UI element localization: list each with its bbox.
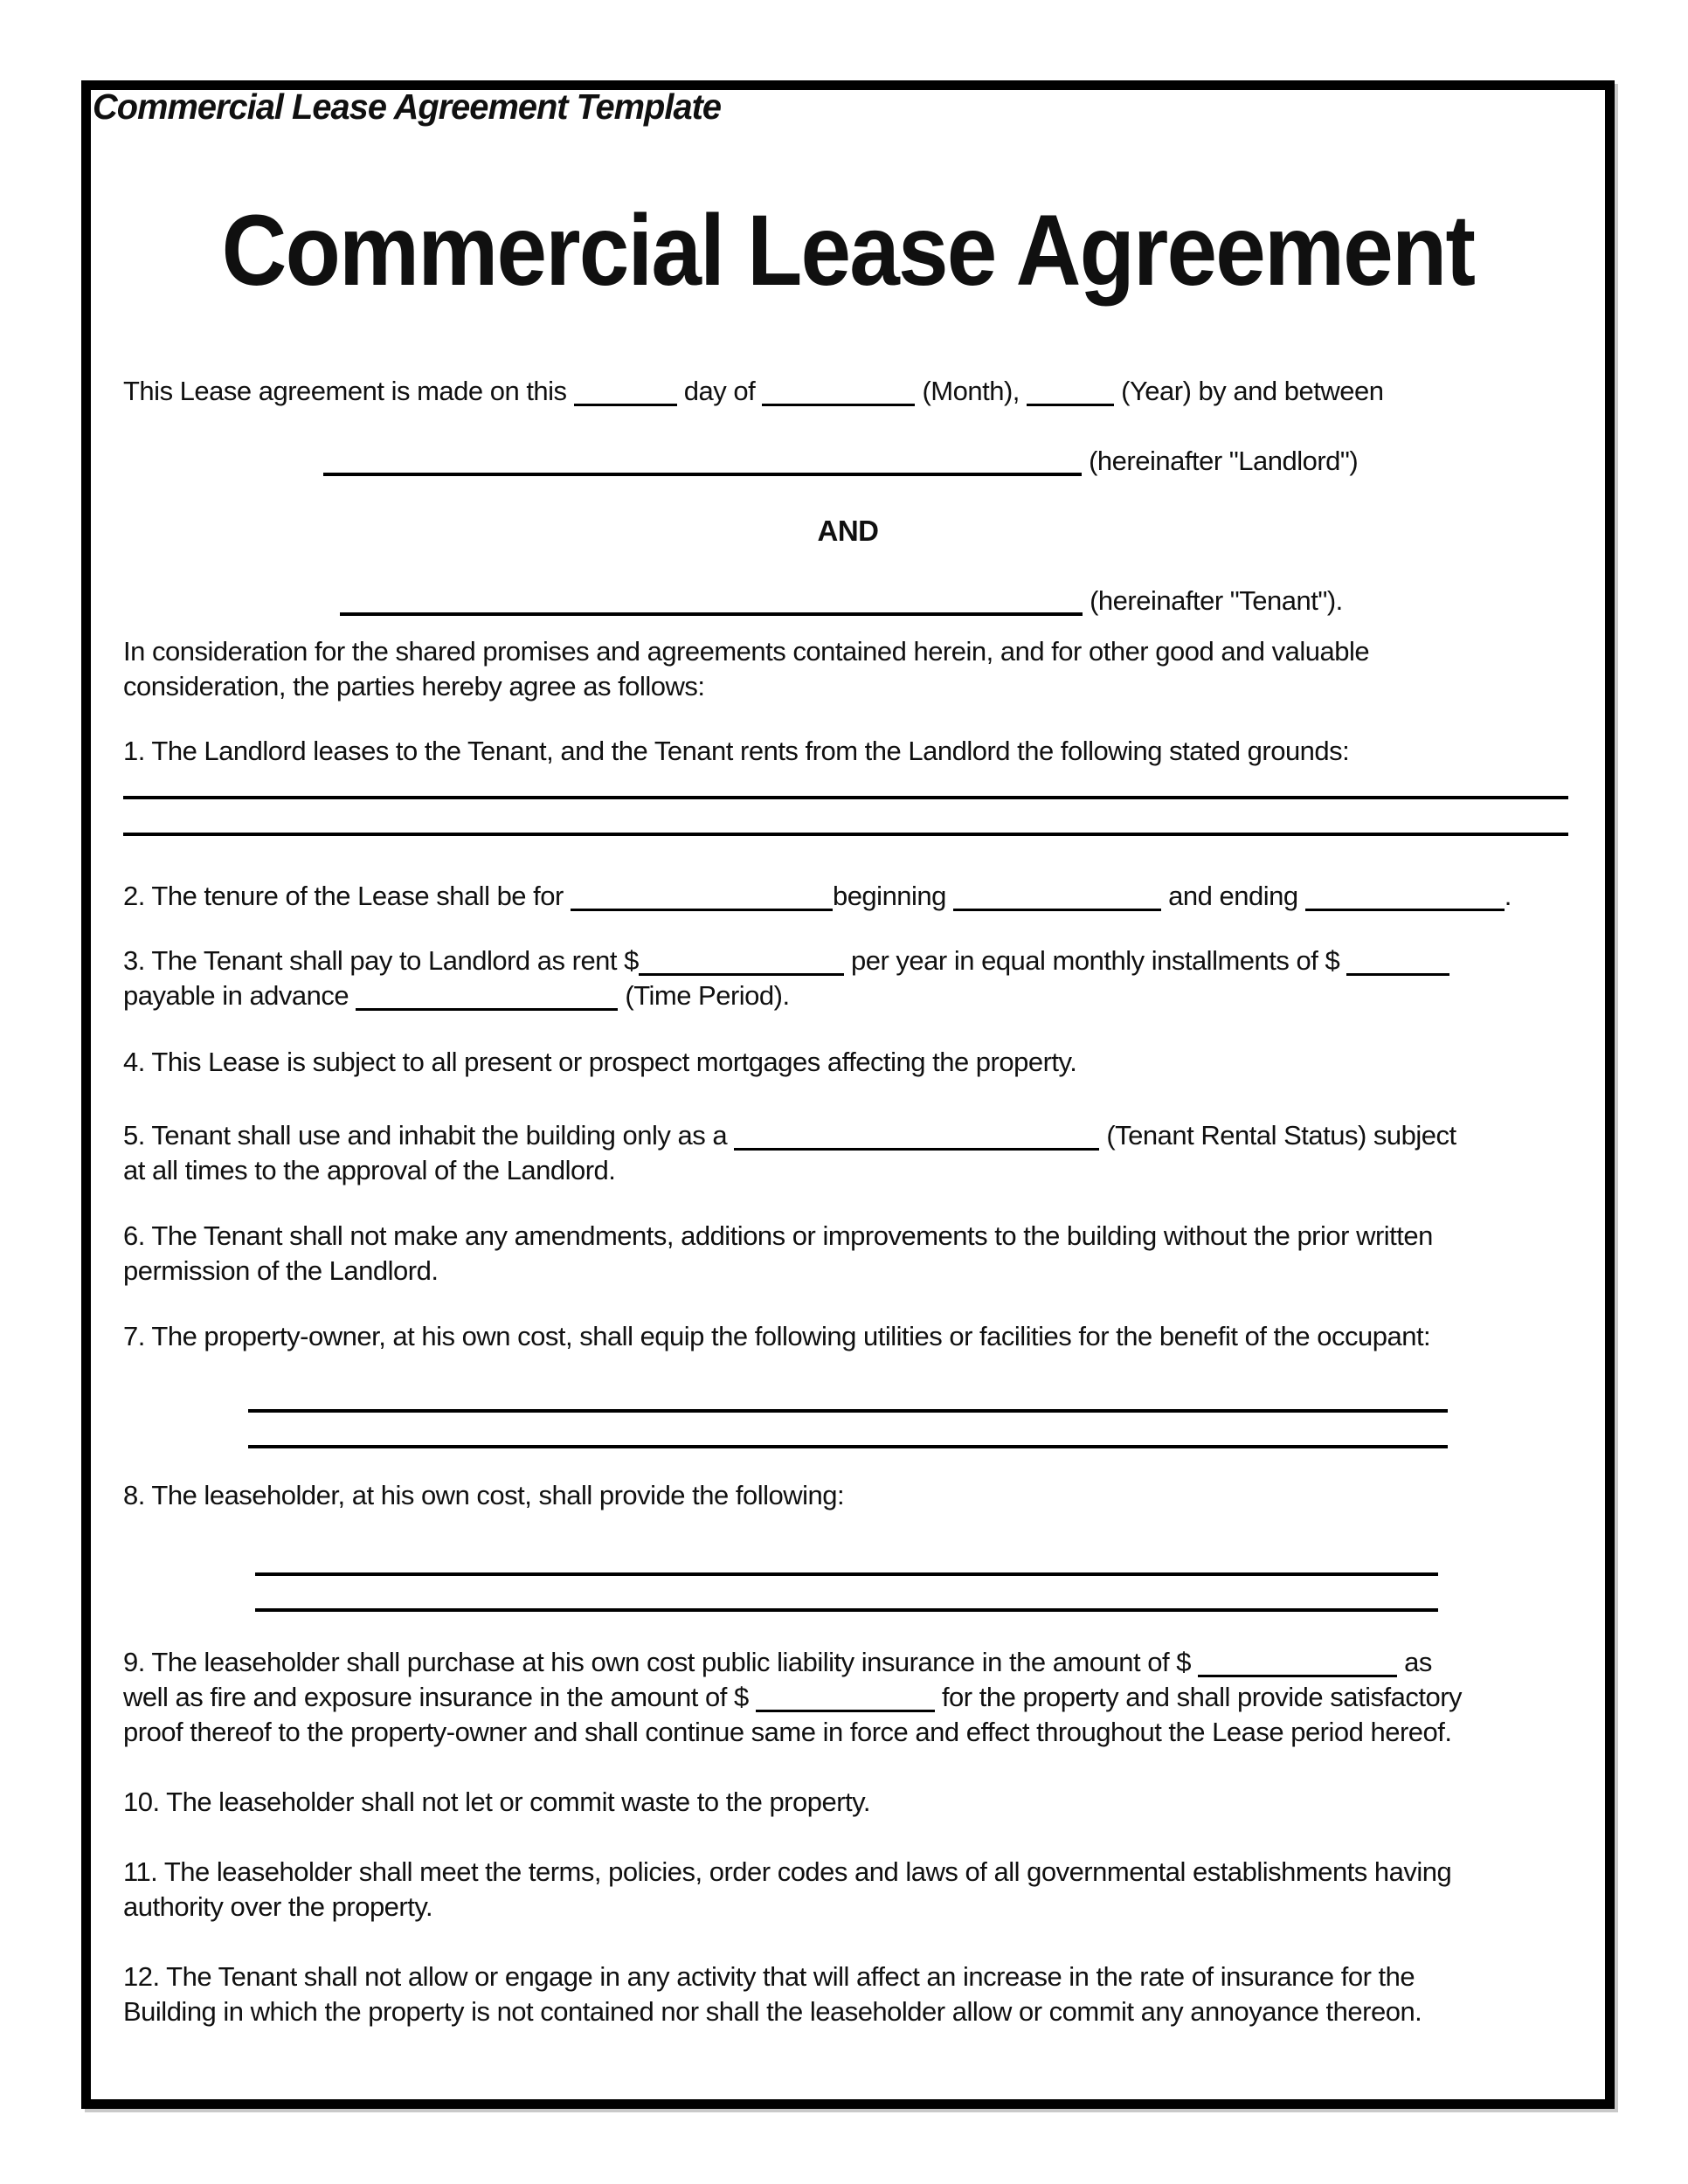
line-text: 11. The leaseholder shall meet the terms, policies, order codes and laws of all governmental establishments having xyxy=(123,1856,1452,1887)
fill-in-blank xyxy=(762,384,915,406)
line-text: as xyxy=(1397,1647,1432,1677)
fill-in-blank xyxy=(1198,1655,1397,1677)
grounds-rule-1 xyxy=(123,796,1568,799)
line-text: day of xyxy=(676,376,763,406)
clause-5-line-2 xyxy=(123,1153,615,1188)
line-text: (hereinafter "Landlord") xyxy=(1082,446,1359,476)
clause-8 xyxy=(123,1478,844,1513)
line-text: (Time Period). xyxy=(618,980,790,1011)
fill-in-blank xyxy=(1305,889,1505,911)
line-text: (hereinafter "Tenant"). xyxy=(1083,585,1343,616)
clause-6-line-1 xyxy=(123,1219,1433,1254)
fill-in-blank xyxy=(756,1690,935,1712)
fill-in-blank xyxy=(734,1129,1099,1151)
line-text: This Lease agreement is made on this xyxy=(123,376,574,406)
clause-1 xyxy=(123,734,1349,769)
line-text: for the property and shall provide satisfactory xyxy=(934,1682,1463,1712)
line-text: 1. The Landlord leases to the Tenant, and the Tenant rents from the Landlord the following stated grounds: xyxy=(123,736,1350,766)
landlord-name-line xyxy=(323,444,1358,479)
line-text: 7. The property-owner, at his own cost, shall equip the following utilities or facilities for the benefit of the occupant: xyxy=(123,1321,1431,1351)
clause-10 xyxy=(123,1785,870,1820)
fill-in-blank xyxy=(574,384,677,406)
clause-6-line-2 xyxy=(123,1254,438,1289)
clause-9-line-2 xyxy=(123,1680,1462,1715)
clause-5-line-1 xyxy=(123,1118,1456,1153)
clause-11-line-2 xyxy=(123,1890,432,1925)
fill-in-blank xyxy=(356,989,618,1011)
line-text: (Year) by and between xyxy=(1114,376,1384,406)
line-text: payable in advance xyxy=(123,980,356,1011)
line-text: authority over the property. xyxy=(123,1891,433,1922)
line-text: per year in equal monthly installments of $ xyxy=(843,945,1347,976)
line-text: consideration, the parties hereby agree as follows: xyxy=(123,671,705,702)
clause-12-line-1 xyxy=(123,1959,1415,1994)
provide-rule-1 xyxy=(255,1572,1438,1576)
fill-in-blank xyxy=(571,889,833,911)
line-text: 2. The tenure of the Lease shall be for xyxy=(123,881,571,911)
clause-2 xyxy=(123,879,1512,914)
clause-4 xyxy=(123,1045,1076,1080)
fill-in-blank xyxy=(323,453,1082,476)
line-text: In consideration for the shared promises and agreements contained herein, and for other good and valuable xyxy=(123,636,1370,667)
fill-in-blank xyxy=(340,593,1083,616)
clause-9-line-3 xyxy=(123,1715,1452,1750)
line-text: 4. This Lease is subject to all present or prospect mortgages affecting the property. xyxy=(123,1047,1077,1077)
line-text: 9. The leaseholder shall purchase at his own cost public liability insurance in the amount of $ xyxy=(123,1647,1199,1677)
line-text: and ending xyxy=(1161,881,1305,911)
consideration-line-2 xyxy=(123,669,705,704)
clause-11-line-1 xyxy=(123,1855,1451,1890)
fill-in-blank xyxy=(1027,384,1114,406)
clause-3-line-2 xyxy=(123,978,790,1013)
line-text: 3. The Tenant shall pay to Landlord as rent $ xyxy=(123,945,639,976)
provide-rule-2 xyxy=(255,1608,1438,1612)
line-text: beginning xyxy=(832,881,954,911)
line-text: AND xyxy=(817,515,879,547)
fill-in-blank xyxy=(1346,954,1449,976)
line-text: . xyxy=(1504,881,1512,911)
clause-7 xyxy=(123,1319,1430,1354)
line-text: Building in which the property is not contained nor shall the leaseholder allow or commit any annoyance thereon. xyxy=(123,1996,1422,2027)
grounds-rule-2 xyxy=(123,833,1568,836)
fill-in-blank xyxy=(953,889,1161,911)
line-text: permission of the Landlord. xyxy=(123,1255,439,1286)
line-text: 12. The Tenant shall not allow or engage in any activity that will affect an increase in the rate of insurance for the xyxy=(123,1961,1415,1992)
line-text: 5. Tenant shall use and inhabit the building only as a xyxy=(123,1120,735,1151)
utilities-rule-1 xyxy=(248,1409,1448,1413)
line-text: at all times to the approval of the Landlord. xyxy=(123,1155,616,1185)
and-separator xyxy=(81,514,1615,549)
clause-9-line-1 xyxy=(123,1645,1432,1680)
document-title xyxy=(81,185,1615,316)
consideration-line-1 xyxy=(123,634,1369,669)
line-text: 8. The leaseholder, at his own cost, shall provide the following: xyxy=(123,1480,845,1510)
utilities-rule-2 xyxy=(248,1445,1448,1448)
fill-in-blank xyxy=(639,954,844,976)
line-text: 10. The leaseholder shall not let or commit waste to the property. xyxy=(123,1787,870,1817)
clause-12-line-2 xyxy=(123,1994,1422,2029)
clause-3-line-1 xyxy=(123,943,1449,978)
intro-date-line xyxy=(123,374,1383,409)
line-text: 6. The Tenant shall not make any amendments, additions or improvements to the building without the prior written xyxy=(123,1220,1433,1251)
template-watermark-header: Commercial Lease Agreement Template xyxy=(93,86,722,127)
line-text: (Tenant Rental Status) subject xyxy=(1099,1120,1456,1151)
line-text: proof thereof to the property-owner and shall continue same in force and effect throughout the Lease period hereof. xyxy=(123,1717,1452,1747)
line-text: (Month), xyxy=(915,376,1027,406)
document-title-text: Commercial Lease Agreement xyxy=(221,195,1475,307)
tenant-name-line xyxy=(340,584,1343,619)
line-text: well as fire and exposure insurance in the amount of $ xyxy=(123,1682,756,1712)
